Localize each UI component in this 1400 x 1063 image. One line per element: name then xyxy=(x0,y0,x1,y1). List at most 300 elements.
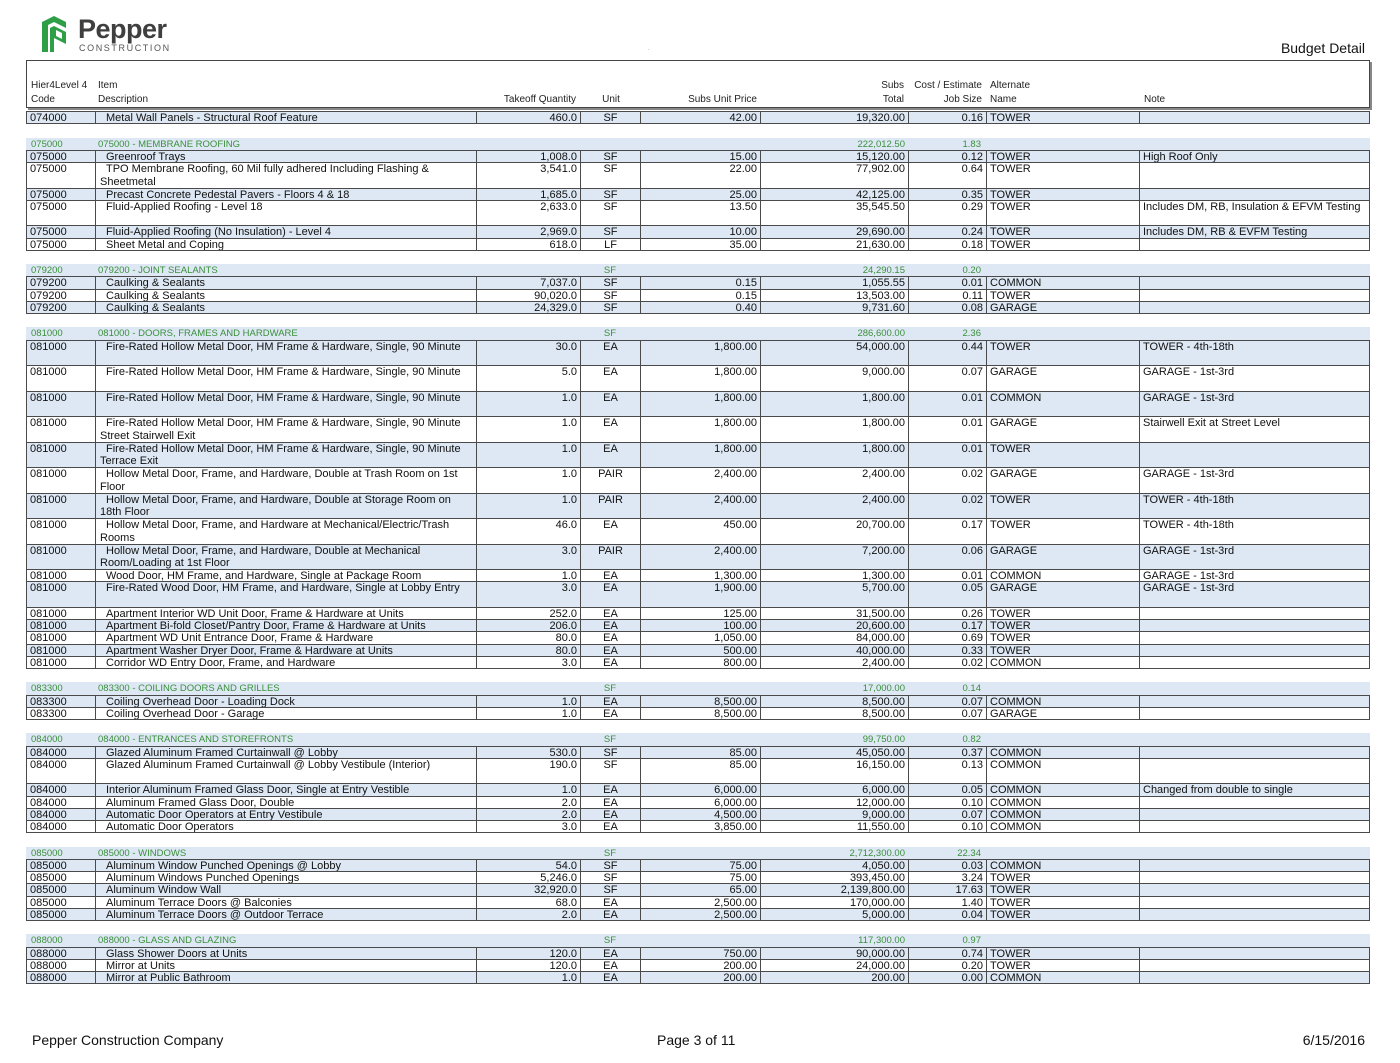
row-spacer xyxy=(26,833,1370,846)
cell-desc: Fire-Rated Hollow Metal Door, HM Frame & Hardware, Single, 90 Minute xyxy=(96,392,477,417)
cell-total: 11,550.00 xyxy=(761,821,909,832)
table-row xyxy=(26,631,1370,644)
cell-code: 084000 xyxy=(27,759,96,784)
cell-cost: 0.17 xyxy=(909,620,987,631)
table-row xyxy=(26,493,1370,520)
group-unit: SF xyxy=(603,935,617,947)
cell-total: 200.00 xyxy=(761,972,909,983)
cell-desc: Hollow Metal Door, Frame, and Hardware at Mechanical/Electric/Trash Rooms xyxy=(96,519,477,544)
cell-note: Changed from double to single xyxy=(1143,784,1293,796)
cell-desc: Automatic Door Operators xyxy=(96,821,477,832)
cell-desc: Fire-Rated Hollow Metal Door, HM Frame & Hardware, Single, 90 Minute Terrace Exit xyxy=(96,443,477,468)
cell-qty: 90,020.0 xyxy=(477,290,581,301)
cell-note: TOWER - 4th-18th xyxy=(1143,519,1234,531)
cell-code: 075000 xyxy=(27,201,96,226)
cell-qty: 1.0 xyxy=(477,784,581,795)
cell-desc: Caulking & Sealants xyxy=(96,302,477,313)
cell-total: 2,400.00 xyxy=(761,468,909,493)
cell-unit: SF xyxy=(581,201,641,226)
cell-cost: 0.05 xyxy=(909,582,987,607)
group-desc: 075000 - MEMBRANE ROOFING xyxy=(98,138,241,150)
cell-qty: 46.0 xyxy=(477,519,581,544)
cell-unit: EA xyxy=(581,809,641,820)
cell-alt: GARAGE xyxy=(987,302,1140,313)
cell-total: 2,400.00 xyxy=(761,494,909,519)
group-header-row xyxy=(26,847,1370,860)
group-unit: SF xyxy=(603,847,617,859)
cell-unit: EA xyxy=(581,784,641,795)
cell-price: 13.50 xyxy=(641,201,761,226)
cell-unit: EA xyxy=(581,443,641,468)
cell-total: 9,000.00 xyxy=(761,366,909,391)
cell-note xyxy=(1140,302,1369,313)
cell-desc: Automatic Door Operators at Entry Vestibule xyxy=(96,809,477,820)
cell-qty: 80.0 xyxy=(477,632,581,643)
cell-code: 081000 xyxy=(27,494,96,519)
budget-table-body xyxy=(26,112,1370,984)
table-row xyxy=(26,883,1370,896)
cell-note: GARAGE - 1st-3rd xyxy=(1143,391,1235,404)
cell-alt: TOWER xyxy=(987,872,1140,883)
footer-date: 6/15/2016 xyxy=(1302,1032,1365,1048)
group-header-row xyxy=(26,733,1370,746)
cell-price: 2,400.00 xyxy=(641,545,761,570)
cell-alt: TOWER xyxy=(987,189,1140,200)
group-total: 24,290.15 xyxy=(862,265,905,276)
table-row xyxy=(26,871,1370,884)
cell-code: 081000 xyxy=(27,519,96,544)
cell-total: 6,000.00 xyxy=(761,784,909,795)
cell-unit: EA xyxy=(581,960,641,971)
cell-qty: 252.0 xyxy=(477,608,581,619)
cell-desc: Caulking & Sealants xyxy=(96,277,477,288)
cell-desc: Glass Shower Doors at Units xyxy=(96,948,477,959)
cell-code: 081000 xyxy=(27,341,96,366)
cell-cost: 0.00 xyxy=(909,972,987,983)
cell-qty: 32,920.0 xyxy=(477,884,581,895)
cell-unit: EA xyxy=(581,696,641,707)
cell-qty: 1.0 xyxy=(477,708,581,719)
pepper-logo-icon xyxy=(40,14,74,54)
cell-alt: TOWER xyxy=(987,201,1140,226)
table-row xyxy=(26,225,1370,238)
cell-code: 084000 xyxy=(27,809,96,820)
cell-note: High Roof Only xyxy=(1143,150,1218,162)
table-row xyxy=(26,644,1370,657)
cell-cost: 0.10 xyxy=(909,821,987,832)
cell-code: 084000 xyxy=(27,821,96,832)
cell-desc: Mirror at Units xyxy=(96,960,477,971)
cell-desc: Fire-Rated Hollow Metal Door, HM Frame & Hardware, Single, 90 Minute xyxy=(96,366,477,391)
group-total: 286,600.00 xyxy=(857,328,905,340)
cell-alt: TOWER xyxy=(987,632,1140,643)
cell-alt: TOWER xyxy=(987,112,1140,123)
cell-desc: Fluid-Applied Roofing - Level 18 xyxy=(96,201,477,226)
cell-total: 29,690.00 xyxy=(761,226,909,237)
cell-unit: SF xyxy=(581,872,641,883)
cell-code: 081000 xyxy=(27,366,96,391)
table-row xyxy=(26,544,1370,571)
cell-note: GARAGE - 1st-3rd xyxy=(1143,468,1235,480)
cell-code: 081000 xyxy=(27,570,96,581)
cell-alt: TOWER xyxy=(987,948,1140,959)
cell-code: 081000 xyxy=(27,443,96,468)
cell-qty: 1.0 xyxy=(477,494,581,519)
cell-qty: 68.0 xyxy=(477,897,581,908)
cell-total: 15,120.00 xyxy=(761,151,909,162)
cell-price: 0.15 xyxy=(641,290,761,301)
cell-cost: 0.35 xyxy=(909,189,987,200)
cell-note xyxy=(1140,620,1369,631)
cell-desc: Corridor WD Entry Door, Frame, and Hardware xyxy=(96,657,477,668)
cell-unit: SF xyxy=(581,759,641,784)
cell-qty: 3.0 xyxy=(477,657,581,668)
header-cost-estimate: Cost / Estimate Job Size xyxy=(914,80,982,105)
cell-price: 200.00 xyxy=(641,972,761,983)
group-header-row xyxy=(26,682,1370,695)
group-desc: 081000 - DOORS, FRAMES AND HARDWARE xyxy=(98,328,298,340)
cell-price: 1,800.00 xyxy=(641,366,761,391)
cell-code: 084000 xyxy=(27,747,96,758)
cell-alt: TOWER xyxy=(987,909,1140,920)
logo-name: Pepper xyxy=(78,14,167,44)
cell-total: 5,000.00 xyxy=(761,909,909,920)
cell-cost: 0.26 xyxy=(909,608,987,619)
cell-code: 079200 xyxy=(27,302,96,313)
cell-total: 84,000.00 xyxy=(761,632,909,643)
cell-price: 1,900.00 xyxy=(641,582,761,607)
cell-total: 24,000.00 xyxy=(761,960,909,971)
cell-price: 500.00 xyxy=(641,645,761,656)
group-unit: SF xyxy=(603,328,617,340)
cell-note: GARAGE - 1st-3rd xyxy=(1143,544,1235,557)
header-unit: Unit xyxy=(602,94,620,105)
cell-price: 35.00 xyxy=(641,239,761,250)
row-spacer xyxy=(26,720,1370,733)
cell-desc: Fire-Rated Wood Door, HM Frame, and Hardware, Single at Lobby Entry xyxy=(96,582,477,607)
cell-price: 1,050.00 xyxy=(641,632,761,643)
cell-price: 15.00 xyxy=(641,151,761,162)
cell-total: 2,139,800.00 xyxy=(761,884,909,895)
cell-code: 088000 xyxy=(27,948,96,959)
cell-qty: 24,329.0 xyxy=(477,302,581,313)
group-unit: SF xyxy=(603,734,617,746)
footer-page-number: Page 3 of 11 xyxy=(657,1032,736,1048)
cell-total: 9,731.60 xyxy=(761,302,909,313)
table-row xyxy=(26,289,1370,302)
cell-unit: EA xyxy=(581,392,641,417)
cell-cost: 0.07 xyxy=(909,366,987,391)
cell-unit: EA xyxy=(581,645,641,656)
group-code: 084000 xyxy=(31,734,63,746)
cell-note xyxy=(1140,821,1369,832)
cell-price: 10.00 xyxy=(641,226,761,237)
cell-code: 083300 xyxy=(27,708,96,719)
cell-note xyxy=(1140,443,1369,468)
cell-alt: TOWER xyxy=(987,239,1140,250)
cell-code: 084000 xyxy=(27,784,96,795)
cell-unit: EA xyxy=(581,897,641,908)
cell-desc: Sheet Metal and Coping xyxy=(96,239,477,250)
table-row xyxy=(26,391,1370,418)
cell-note xyxy=(1140,163,1369,188)
cell-note xyxy=(1140,948,1369,959)
cell-unit: EA xyxy=(581,632,641,643)
cell-price: 3,850.00 xyxy=(641,821,761,832)
group-total: 117,300.00 xyxy=(858,935,905,947)
cell-cost: 0.16 xyxy=(909,112,987,123)
cell-note xyxy=(1140,290,1369,301)
cell-note xyxy=(1140,809,1369,820)
cell-qty: 120.0 xyxy=(477,960,581,971)
cell-price: 2,400.00 xyxy=(641,494,761,519)
cell-desc: Fluid-Applied Roofing (No Insulation) - Level 4 xyxy=(96,226,477,237)
cell-note xyxy=(1140,759,1369,784)
group-total: 222,012.50 xyxy=(857,138,905,150)
cell-unit: SF xyxy=(581,151,641,162)
cell-cost: 0.04 xyxy=(909,909,987,920)
cell-price: 0.40 xyxy=(641,302,761,313)
cell-price: 0.15 xyxy=(641,277,761,288)
cell-unit: EA xyxy=(581,821,641,832)
cell-note xyxy=(1140,797,1369,808)
cell-total: 45,050.00 xyxy=(761,747,909,758)
cell-qty: 1.0 xyxy=(477,392,581,417)
cell-note xyxy=(1140,608,1369,619)
cell-code: 085000 xyxy=(27,872,96,883)
cell-note: TOWER - 4th-18th xyxy=(1143,493,1234,506)
cell-desc: Glazed Aluminum Framed Curtainwall @ Lobby xyxy=(96,747,477,758)
cell-qty: 206.0 xyxy=(477,620,581,631)
cell-cost: 0.07 xyxy=(909,708,987,719)
cell-desc: Metal Wall Panels - Structural Roof Feature xyxy=(96,112,477,123)
cell-alt: COMMON xyxy=(987,821,1140,832)
cell-note xyxy=(1140,909,1369,920)
cell-code: 081000 xyxy=(27,657,96,668)
cell-unit: SF xyxy=(581,277,641,288)
cell-unit: EA xyxy=(581,570,641,581)
cell-desc: Aluminum Window Punched Openings @ Lobby xyxy=(96,860,477,871)
cell-unit: PAIR xyxy=(581,468,641,493)
group-header-row xyxy=(26,934,1370,947)
cell-note xyxy=(1140,897,1369,908)
cell-qty: 1,008.0 xyxy=(477,151,581,162)
cell-note: GARAGE - 1st-3rd xyxy=(1143,582,1235,595)
cell-desc: Apartment WD Unit Entrance Door, Frame & Hardware xyxy=(96,632,477,643)
group-code: 083300 xyxy=(31,683,63,695)
cell-code: 075000 xyxy=(27,239,96,250)
cell-unit: LF xyxy=(581,239,641,250)
cell-unit: SF xyxy=(581,290,641,301)
cell-total: 1,800.00 xyxy=(761,392,909,417)
cell-price: 65.00 xyxy=(641,884,761,895)
cell-cost: 3.24 xyxy=(909,872,987,883)
cell-desc: Coiling Overhead Door - Garage xyxy=(96,708,477,719)
cell-price: 125.00 xyxy=(641,608,761,619)
table-row xyxy=(26,808,1370,821)
table-row xyxy=(26,276,1370,289)
cell-cost: 0.01 xyxy=(909,570,987,581)
cell-cost: 0.13 xyxy=(909,759,987,784)
cell-alt: COMMON xyxy=(987,860,1140,871)
header-note: Note xyxy=(1144,94,1166,105)
cell-price: 6,000.00 xyxy=(641,784,761,795)
group-code: 075000 xyxy=(31,138,63,150)
cell-note xyxy=(1140,632,1369,643)
cell-qty: 3.0 xyxy=(477,582,581,607)
cell-qty: 1.0 xyxy=(477,417,581,442)
cell-alt: TOWER xyxy=(987,443,1140,468)
header-alternate-name: Alternate Name xyxy=(990,80,1031,105)
cell-cost: 0.01 xyxy=(909,443,987,468)
cell-qty: 80.0 xyxy=(477,645,581,656)
row-spacer xyxy=(26,921,1370,934)
cell-qty: 1.0 xyxy=(477,696,581,707)
cell-unit: PAIR xyxy=(581,494,641,519)
cell-code: 081000 xyxy=(27,417,96,442)
cell-alt: TOWER xyxy=(987,960,1140,971)
cell-cost: 17.63 xyxy=(909,884,987,895)
cell-price: 450.00 xyxy=(641,519,761,544)
cell-alt: TOWER xyxy=(987,645,1140,656)
group-cost: 0.82 xyxy=(962,734,981,746)
cell-cost: 0.06 xyxy=(909,545,987,570)
cell-desc: Caulking & Sealants xyxy=(96,290,477,301)
cell-unit: EA xyxy=(581,972,641,983)
table-row xyxy=(26,746,1370,759)
cell-price: 75.00 xyxy=(641,872,761,883)
table-row xyxy=(26,656,1370,669)
cell-note xyxy=(1140,112,1369,123)
cell-total: 2,400.00 xyxy=(761,657,909,668)
cell-cost: 0.05 xyxy=(909,784,987,795)
cell-cost: 0.02 xyxy=(909,468,987,493)
cell-code: 075000 xyxy=(27,151,96,162)
group-cost: 1.83 xyxy=(962,138,981,150)
table-row xyxy=(26,150,1370,163)
cell-cost: 0.11 xyxy=(909,290,987,301)
cell-unit: EA xyxy=(581,620,641,631)
cell-unit: SF xyxy=(581,112,641,123)
table-row xyxy=(26,569,1370,582)
cell-code: 081000 xyxy=(27,392,96,417)
cell-total: 90,000.00 xyxy=(761,948,909,959)
table-row xyxy=(26,695,1370,708)
cell-qty: 1.0 xyxy=(477,972,581,983)
cell-cost: 0.64 xyxy=(909,163,987,188)
cell-desc: Precast Concrete Pedestal Pavers - Floors 4 & 18 xyxy=(96,189,477,200)
cell-qty: 2.0 xyxy=(477,809,581,820)
group-desc: 084000 - ENTRANCES AND STOREFRONTS xyxy=(98,734,294,746)
cell-cost: 0.02 xyxy=(909,494,987,519)
table-row xyxy=(26,111,1370,124)
table-row xyxy=(26,581,1370,608)
cell-alt: TOWER xyxy=(987,620,1140,631)
group-code: 079200 xyxy=(31,265,63,276)
cell-alt: COMMON xyxy=(987,759,1140,784)
cell-price: 200.00 xyxy=(641,960,761,971)
cell-qty: 460.0 xyxy=(477,112,581,123)
header-takeoff-quantity: Takeoff Quantity xyxy=(503,94,576,105)
cell-qty: 1.0 xyxy=(477,468,581,493)
group-code: 088000 xyxy=(31,935,63,947)
cell-qty: 7,037.0 xyxy=(477,277,581,288)
cell-cost: 0.74 xyxy=(909,948,987,959)
header-code: Hier4Level 4 Code xyxy=(31,80,88,105)
cell-desc: Hollow Metal Door, Frame, and Hardware, Double at Storage Room on 18th Floor xyxy=(96,494,477,519)
cell-code: 075000 xyxy=(27,189,96,200)
cell-price: 2,500.00 xyxy=(641,909,761,920)
cell-unit: SF xyxy=(581,860,641,871)
cell-unit: EA xyxy=(581,657,641,668)
cell-code: 083300 xyxy=(27,696,96,707)
table-row xyxy=(26,783,1370,796)
cell-cost: 0.17 xyxy=(909,519,987,544)
cell-note: GARAGE - 1st-3rd xyxy=(1143,570,1235,582)
cell-desc: Fire-Rated Hollow Metal Door, HM Frame & Hardware, Single, 90 Minute Street Stairwell Exit xyxy=(96,417,477,442)
cell-note xyxy=(1140,657,1369,668)
cell-price: 1,800.00 xyxy=(641,341,761,366)
cell-desc: Fire-Rated Hollow Metal Door, HM Frame & Hardware, Single, 90 Minute xyxy=(96,341,477,366)
cell-total: 40,000.00 xyxy=(761,645,909,656)
cell-price: 4,500.00 xyxy=(641,809,761,820)
cell-cost: 0.37 xyxy=(909,747,987,758)
cell-code: 081000 xyxy=(27,632,96,643)
cell-code: 085000 xyxy=(27,897,96,908)
cell-cost: 0.33 xyxy=(909,645,987,656)
table-row xyxy=(26,758,1370,785)
cell-price: 2,500.00 xyxy=(641,897,761,908)
cell-note: Includes DM, RB & EVFM Testing xyxy=(1143,226,1308,238)
cell-price: 75.00 xyxy=(641,860,761,871)
cell-price: 8,500.00 xyxy=(641,708,761,719)
cell-desc: Hollow Metal Door, Frame, and Hardware, Double at Mechanical Room/Loading at 1st Floor xyxy=(96,545,477,570)
cell-note xyxy=(1140,277,1369,288)
cell-total: 19,320.00 xyxy=(761,112,909,123)
cell-unit: EA xyxy=(581,708,641,719)
cell-note xyxy=(1140,884,1369,895)
cell-alt: TOWER xyxy=(987,226,1140,237)
group-header-row xyxy=(26,264,1370,277)
group-header-row xyxy=(26,138,1370,151)
cell-cost: 0.08 xyxy=(909,302,987,313)
cell-code: 081000 xyxy=(27,645,96,656)
group-cost: 0.20 xyxy=(962,265,981,276)
cell-note: Stairwell Exit at Street Level xyxy=(1143,417,1280,429)
cell-cost: 0.01 xyxy=(909,277,987,288)
cell-qty: 3.0 xyxy=(477,821,581,832)
cell-note xyxy=(1140,972,1369,983)
cell-total: 20,600.00 xyxy=(761,620,909,631)
cell-total: 9,000.00 xyxy=(761,809,909,820)
group-unit: SF xyxy=(603,265,617,276)
cell-cost: 0.18 xyxy=(909,239,987,250)
cell-unit: SF xyxy=(581,226,641,237)
cell-total: 77,902.00 xyxy=(761,163,909,188)
cell-total: 1,300.00 xyxy=(761,570,909,581)
cell-cost: 0.07 xyxy=(909,809,987,820)
cell-note xyxy=(1140,960,1369,971)
cell-qty: 5.0 xyxy=(477,366,581,391)
cell-desc: TPO Membrane Roofing, 60 Mil fully adhered Including Flashing & Sheetmetal xyxy=(96,163,477,188)
cell-unit: EA xyxy=(581,797,641,808)
cell-qty: 54.0 xyxy=(477,860,581,871)
cell-code: 075000 xyxy=(27,226,96,237)
cell-alt: COMMON xyxy=(987,972,1140,983)
cell-unit: SF xyxy=(581,189,641,200)
cell-desc: Aluminum Window Wall xyxy=(96,884,477,895)
cell-code: 081000 xyxy=(27,608,96,619)
